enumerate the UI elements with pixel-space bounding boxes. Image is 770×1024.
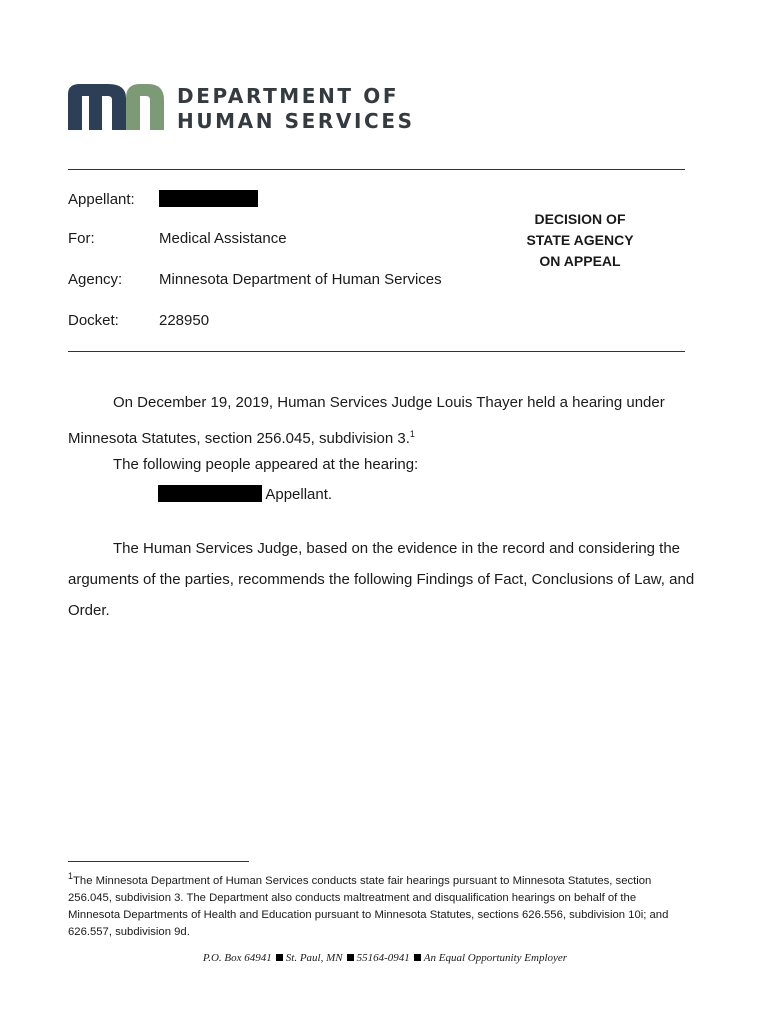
footnote (68, 868, 708, 941)
appellant-name-redaction (159, 190, 258, 207)
dhs-logo-wordmark (177, 84, 415, 134)
recommendation-line-3: Order. (68, 602, 110, 619)
appearances-intro: The following people appeared at the hearing: (113, 456, 419, 473)
hearing-intro-line-1: On December 19, 2019, Human Services Judge Louis Thayer held a hearing under (113, 394, 665, 411)
decision-title (500, 209, 660, 272)
recommendation-line-1: The Human Services Judge, based on the evidence in the record and considering the (113, 540, 681, 557)
agency-label: Agency: (68, 271, 123, 288)
page-footer (0, 952, 770, 964)
footer-eoe: An Equal Opportunity Employer (423, 952, 568, 964)
footnote-number: 1 (68, 871, 74, 881)
header-bottom-rule (68, 351, 685, 352)
footer-zip: 55164-0941 (356, 952, 410, 964)
decision-line-1: DECISION OF (534, 211, 626, 227)
footer-po-box: P.O. Box 64941 (202, 952, 272, 964)
footnote-line-3: Minnesota Departments of Health and Education pursuant to Minnesota Statutes, sections 626.556, subdivision 10i; and (68, 908, 669, 921)
logo-line-2: HUMAN SERVICES (177, 109, 415, 133)
logo-line-1: DEPARTMENT OF (177, 84, 400, 108)
appearance-name-redaction (158, 485, 262, 502)
recommendation-line-2: arguments of the parties, recommends the following Findings of Fact, Conclusions of Law, and (68, 571, 695, 588)
decision-line-2: STATE AGENCY (526, 232, 634, 248)
square-bullet-icon (347, 954, 354, 961)
footnote-line-4: 626.557, subdivision 9d. (68, 925, 190, 938)
for-label: For: (68, 230, 95, 247)
footnote-line-1 (68, 868, 708, 890)
appearance-role: Appellant. (265, 486, 333, 503)
appearance-row (158, 485, 332, 504)
dhs-logo-mark-icon (68, 84, 164, 130)
agency-value: Minnesota Department of Human Services (159, 271, 442, 288)
square-bullet-icon (414, 954, 421, 961)
for-value: Medical Assistance (159, 230, 287, 247)
footnote-ref[interactable]: 1 (409, 429, 415, 439)
hearing-intro-text: Minnesota Statutes, section 256.045, subdivision 3. (68, 430, 410, 447)
docket-label: Docket: (68, 312, 119, 329)
footnote-text-1: The Minnesota Department of Human Services conducts state fair hearings pursuant to Minnesota Statutes, section (73, 874, 652, 887)
docket-value: 228950 (159, 312, 210, 329)
decision-line-3: ON APPEAL (539, 253, 621, 269)
appellant-label: Appellant: (68, 191, 135, 208)
footnote-line-2: 256.045, subdivision 3. The Department also conducts maltreatment and disqualification hearings on behalf of the (68, 891, 637, 904)
hearing-intro-line-2 (68, 425, 415, 448)
footer-city: St. Paul, MN (285, 952, 343, 964)
header-top-rule (68, 169, 685, 170)
footnote-rule (68, 861, 249, 862)
square-bullet-icon (276, 954, 283, 961)
